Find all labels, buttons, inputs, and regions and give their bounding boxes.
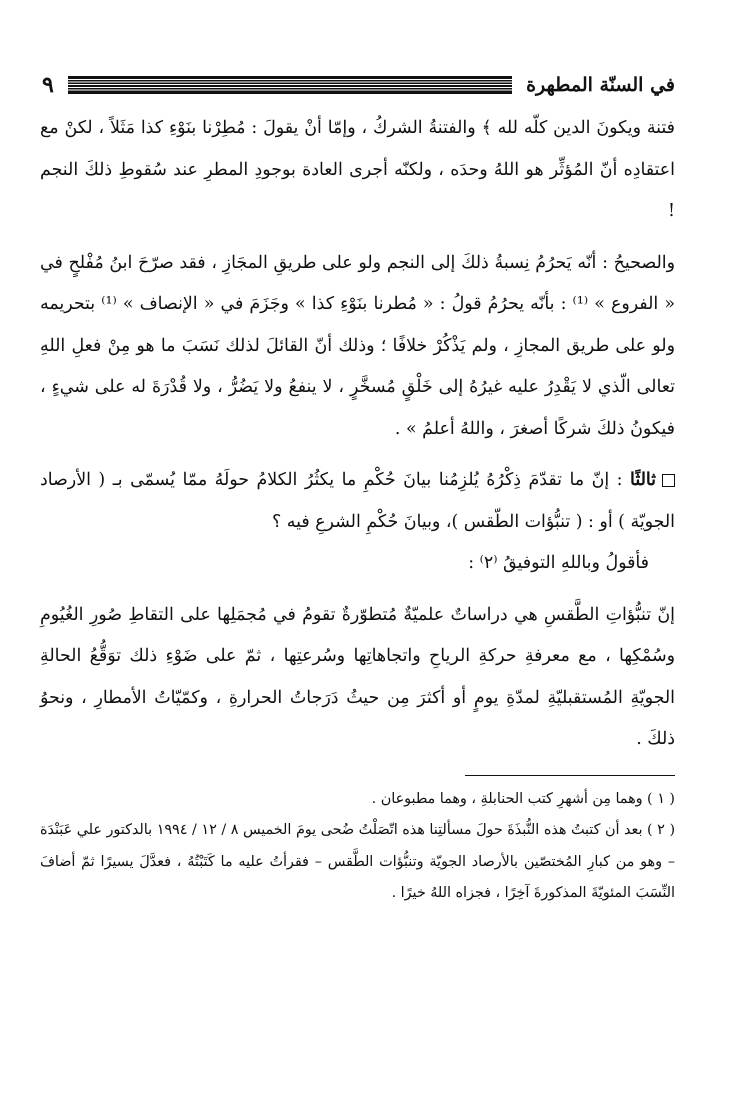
footnote-1: ( ١ ) وهما مِن أشهرِ كتب الحنابلةِ ، وهما مطبوعان .	[371, 790, 675, 807]
page-number: ٩	[42, 72, 54, 98]
page-header	[40, 68, 675, 102]
footnote-2: ( ٢ ) بعد أن كتبتُ هذه النُّبذَةَ حولَ مسألتِنا هذه اتّصَلْتُ ضُحى يومَ الخميس ٨ / ١٢ / ١٩٩٤ بالدكتور علي عَبَنْدَة – وهو من كبارِ المُختصّين بالأرصاد الجويّة وتنبُّؤات الطَّقس – فقرأتُ عليه ما كَتَبْتُهُ ، فعدَّلَ يسيرًا ثمّ أضافَ النِّسَبَ المئويّةَ المذكورةَ آخِرًا ، فجزاه اللهُ خيرًا .	[40, 822, 676, 901]
footnotes	[40, 784, 675, 910]
running-head-title: في السنّة المطهرة	[526, 74, 675, 96]
paragraph-point-three	[40, 460, 675, 543]
header-ornament-band	[68, 76, 512, 94]
paragraph-final: إنّ تنبُّؤاتِ الطَّقسِ هي دراساتٌ علميّةٌ مُتطوّرةٌ تقومُ في مُجمَلِها على التقاطِ صُورِ الغُيُومِ وسُمْكِها ، مع معرفةِ حركةِ الرياحِ واتجاهاتِها وسُرعتِها ، ثمّ على ضَوْءِ ذلك توَقُّعُ الحالةِ الجويّةِ المُستقبليّةِ لمدّةِ يومٍ أو أكثرَ مِن حيثُ دَرَجاتُ الحرارةِ ، وكمّيّاتُ الأمطارِ ، ونحوُ ذلكَ .	[40, 604, 675, 749]
paragraph-2: والصحيحُ : أنّه يَحرُمُ نِسبةُ ذلكَ إلى النجم ولو على طريقِ المجَازِ ، فقد صرّحَ ابنُ مُفْلحٍ في « الفروع » ⁽¹⁾ : بأنّه يحرُمُ قولُ : « مُطرنا بنَوْءِ كذا » وجَزَمَ في « الإنصاف » ⁽¹⁾ بتحريمه ولو على طريق المجازِ ، ولم يَذْكُرْ خلافًا ؛ وذلك أنّ القائلَ لذلك نَسَبَ ما هو مِنْ فعلِ اللهِ تعالى الّذي لا يَقْدِرُ عليه غيرُهُ إلى خَلْقٍ مُسخَّرٍ ، لا ينفعُ ولا يَضُرُّ ، ولا قُدْرَةَ له على شيءٍ ، فيكونُ ذلكَ شركًا أصغرَ ، واللهُ أعلمُ » .	[40, 252, 675, 439]
point-three-label: ثالثًا	[630, 470, 657, 490]
book-page	[40, 68, 675, 910]
square-bullet-icon	[662, 474, 675, 487]
point-three-text: : إنّ ما تقدّمَ ذِكْرُهُ يُلزِمُنا بيانَ حُكْمِ ما يكثُرُ الكلامُ حولَهُ ممّا يُسمّى بـ ( الأرصاد الجويّة ) أو : ( تنبُّؤات الطّقس )، وبيانَ حُكْمِ الشرعِ فيه ؟	[40, 470, 675, 532]
footnote-separator	[465, 775, 675, 776]
body-text	[40, 108, 675, 761]
answer-intro: فأقولُ وباللهِ التوفيقُ ⁽٢⁾ :	[468, 553, 649, 573]
paragraph-1: فتنة ويكونَ الدين كلّه لله ﴾ والفتنةُ الشركُ ، وإمّا أنْ يقولَ : مُطِرْنا بنَوْءِ كذا مَثَلاً ، لكنْ مع اعتقادِه أنّ المُؤثِّر هو اللهُ وحدَه ، ولكنّه أجرى العادة بوجودِ المطرِ عند سُقوطِ ذلكَ النجم !	[40, 118, 675, 221]
